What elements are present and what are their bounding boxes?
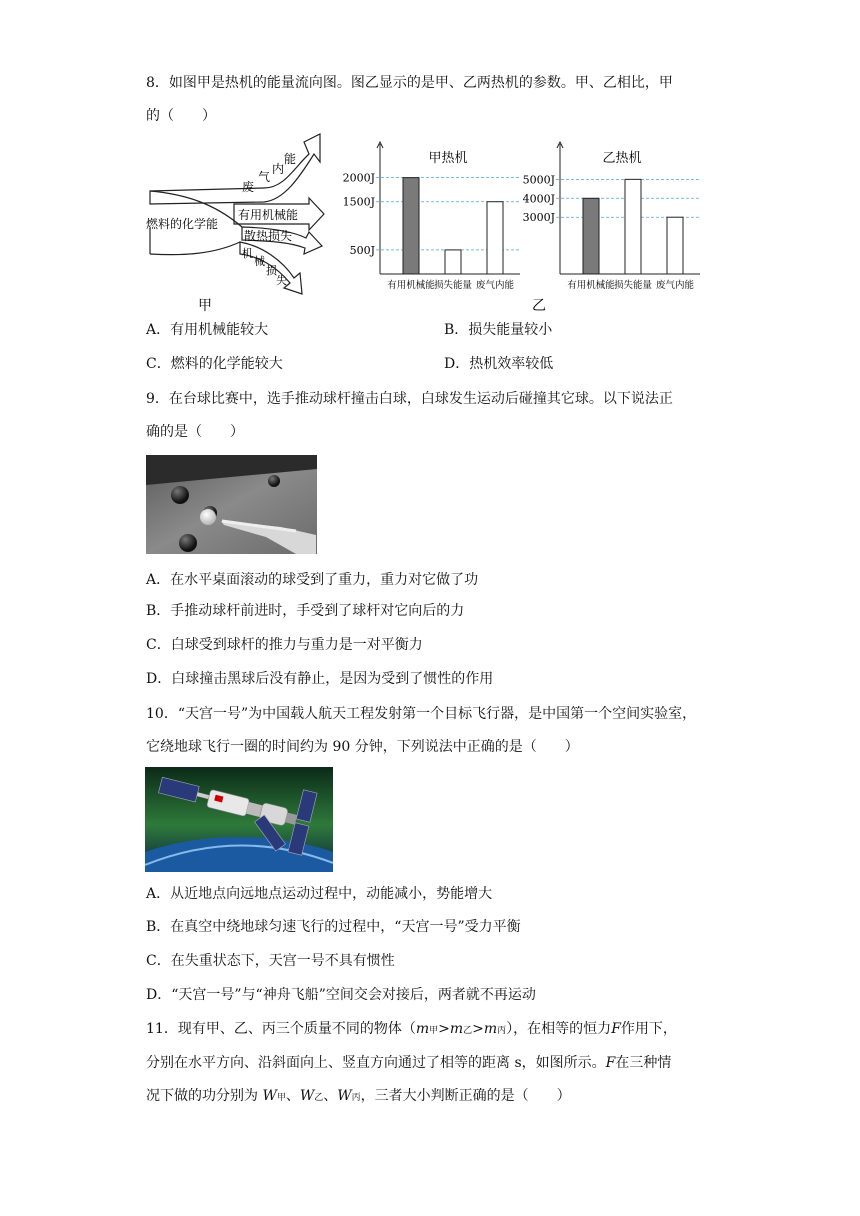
fig-caption-yi: 乙 bbox=[532, 298, 546, 314]
bar-废气内能 bbox=[667, 217, 683, 274]
q9-stem-line2: 确的是（ ） bbox=[146, 424, 244, 440]
bar-有用机械能 bbox=[403, 178, 419, 274]
x-tick-label: 废气内能 bbox=[475, 280, 515, 291]
fuel-label: 燃料的化学能 bbox=[146, 217, 219, 231]
heat-loss-label: 散热损失 bbox=[244, 229, 293, 243]
x-tick-label: 有用机械能 bbox=[567, 280, 615, 291]
exhaust-char-3: 内 bbox=[272, 162, 285, 176]
q8-stem-line2: 的（ ） bbox=[146, 108, 216, 124]
bar-损失能量 bbox=[445, 250, 461, 274]
exhaust-char-2: 气 bbox=[258, 170, 271, 184]
y-tick-label: 3000J bbox=[522, 211, 555, 225]
x-tick-label: 损失能量 bbox=[433, 280, 473, 291]
q9-stem-line1: 9．在台球比赛中，选手推动球杆撞击白球，白球发生运动后碰撞其它球。以下说法正 bbox=[146, 391, 673, 407]
mech-char-4: 失 bbox=[276, 274, 287, 287]
q10-stem-line1: 10．“天宫一号”为中国载人航天工程发射第一个目标飞行器，是中国第一个空间实验室， bbox=[146, 706, 697, 722]
bar-损失能量 bbox=[625, 179, 641, 274]
bar-chart-yi bbox=[514, 138, 714, 316]
x-tick-label: 损失能量 bbox=[613, 280, 653, 291]
y-tick-label: 2000J bbox=[342, 171, 375, 185]
q10-option-c[interactable]: C．在失重状态下，天宫一号不具有惯性 bbox=[146, 953, 395, 969]
q11-stem-line3: 况下做的功分别为 W甲、W乙、W丙，三者大小判断正确的是（ ） bbox=[146, 1088, 571, 1104]
mech-char-2: 械 bbox=[254, 255, 265, 268]
x-tick-label: 废气内能 bbox=[655, 280, 695, 291]
q8-option-b[interactable]: B．损失能量较小 bbox=[444, 322, 553, 338]
q9-option-b[interactable]: B．手推动球杆前进时，手受到了球杆对它向后的力 bbox=[146, 603, 465, 619]
y-tick-label: 500J bbox=[349, 243, 375, 257]
bar-chart-jia bbox=[340, 138, 535, 316]
chart-title: 甲热机 bbox=[428, 151, 468, 166]
mech-char-1: 机 bbox=[242, 247, 253, 260]
q11-stem-line1: 11．现有甲、乙、丙三个质量不同的物体（m甲>m乙>m丙），在相等的恒力F作用下， bbox=[146, 1021, 677, 1037]
billiards-photo bbox=[146, 455, 317, 554]
q10-option-b[interactable]: B．在真空中绕地球匀速飞行的过程中，“天宫一号”受力平衡 bbox=[146, 919, 521, 935]
q10-option-d[interactable]: D．“天宫一号”与“神舟飞船”空间交会对接后，两者就不再运动 bbox=[146, 987, 536, 1003]
q11-stem-line2: 分别在水平方向、沿斜面向上、竖直方向通过了相等的距离 s，如图所示。F在三种情 bbox=[146, 1055, 672, 1071]
tiangong-photo bbox=[145, 767, 333, 872]
q8-option-d[interactable]: D．热机效率较低 bbox=[444, 356, 554, 372]
q8-option-a[interactable]: A．有用机械能较大 bbox=[146, 322, 269, 338]
chart-title: 乙热机 bbox=[602, 151, 642, 166]
y-tick-label: 4000J bbox=[522, 192, 555, 206]
energy-flow-diagram bbox=[144, 128, 334, 314]
y-tick-label: 5000J bbox=[522, 173, 555, 187]
fig-caption-jia: 甲 bbox=[198, 298, 212, 314]
q10-stem-line2: 它绕地球飞行一圈的时间约为 90 分钟，下列说法中正确的是（ ） bbox=[146, 739, 579, 755]
q9-option-d[interactable]: D．白球撞击黑球后没有静止，是因为受到了惯性的作用 bbox=[146, 671, 494, 687]
q9-option-a[interactable]: A．在水平桌面滚动的球受到了重力，重力对它做了功 bbox=[146, 572, 479, 588]
bar-废气内能 bbox=[487, 202, 503, 274]
x-tick-label: 有用机械能 bbox=[387, 280, 435, 291]
q10-option-a[interactable]: A．从近地点向远地点运动过程中，动能减小，势能增大 bbox=[146, 886, 493, 902]
y-tick-label: 1500J bbox=[342, 195, 375, 209]
exhaust-char-1: 废 bbox=[242, 180, 255, 194]
bar-有用机械能 bbox=[583, 198, 599, 274]
q8-stem-line1: 8．如图甲是热机的能量流向图。图乙显示的是甲、乙两热机的参数。甲、乙相比，甲 bbox=[146, 75, 673, 91]
q9-option-c[interactable]: C．白球受到球杆的推力与重力是一对平衡力 bbox=[146, 637, 423, 653]
exhaust-char-4: 能 bbox=[284, 152, 297, 166]
mech-char-3: 损 bbox=[266, 264, 277, 277]
q8-option-c[interactable]: C．燃料的化学能较大 bbox=[146, 356, 283, 372]
useful-label: 有用机械能 bbox=[238, 208, 299, 222]
